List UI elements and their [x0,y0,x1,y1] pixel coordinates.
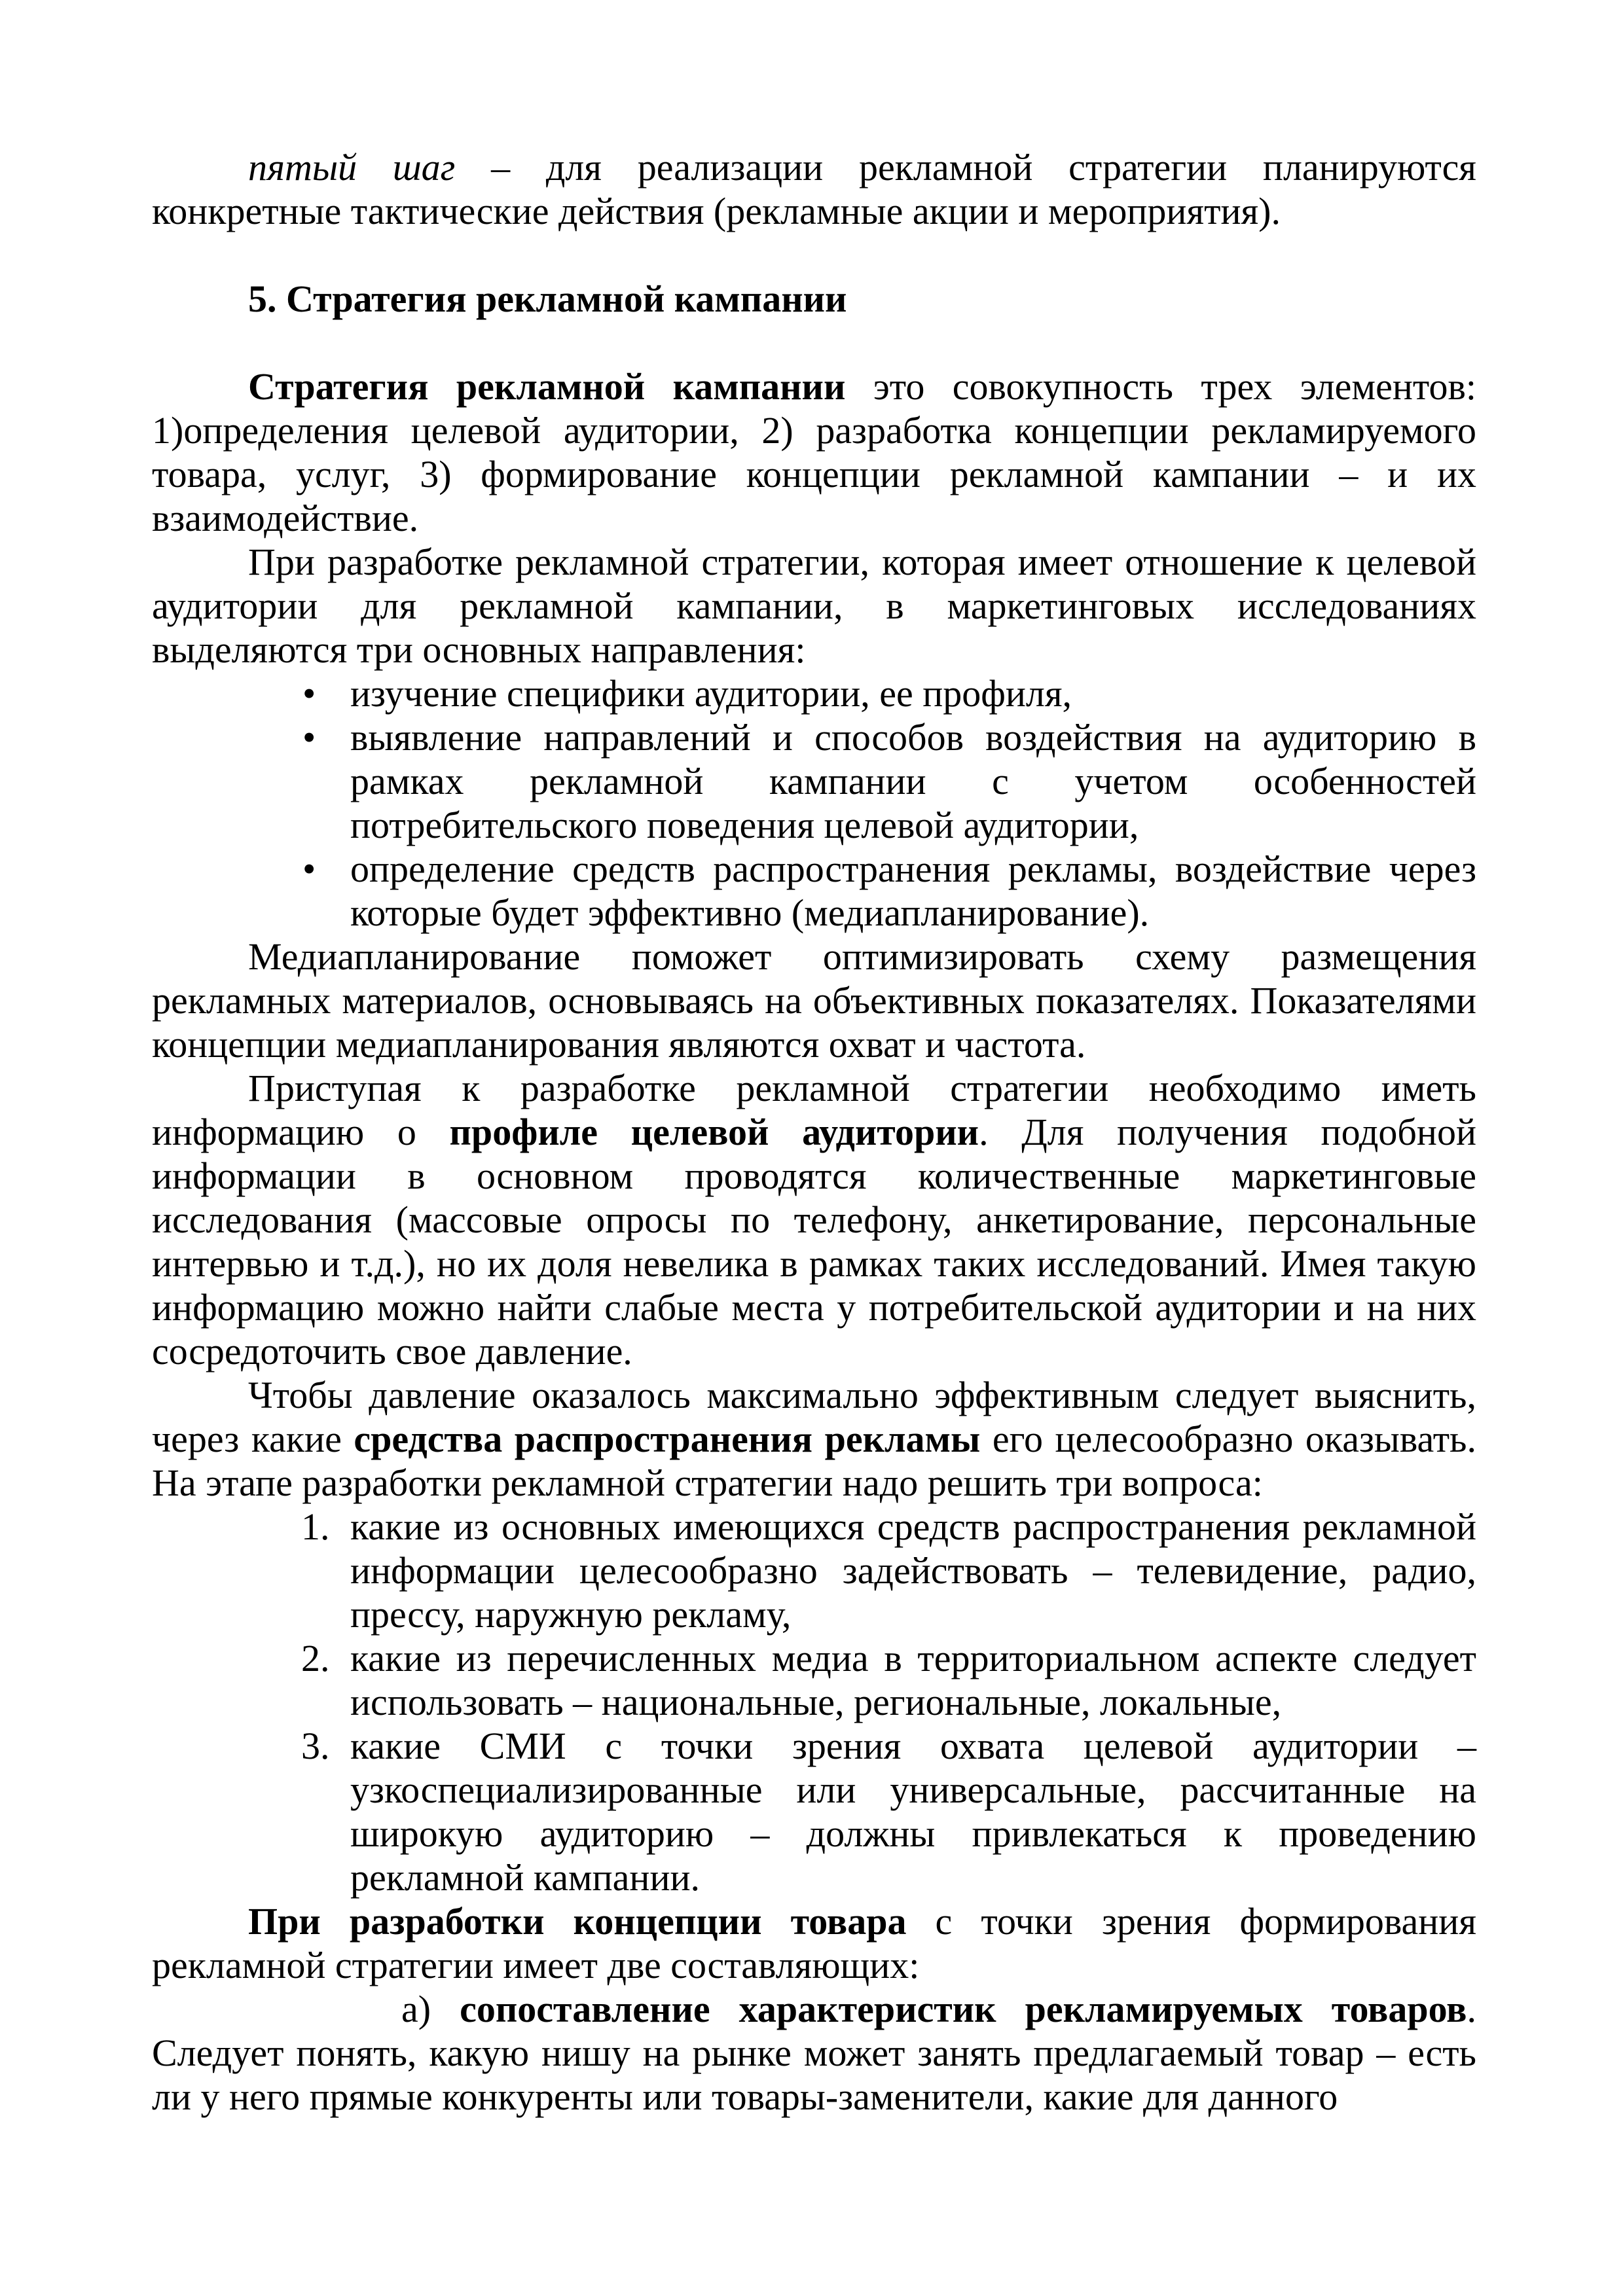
strategy-term: Стратегия рекламной кампании [248,365,846,408]
paragraph-directions [152,540,1476,672]
list-item [302,715,1476,847]
profile-term: профиле целевой аудитории [449,1111,979,1153]
paragraph-audience-profile [152,1066,1476,1373]
list-item-text: выявление направлений и способов воздействия на аудиторию в рамках рекламной кампании с учетом особенностей потребительского поведения целевой аудитории, [350,716,1476,846]
bullet-icon: • [302,848,316,890]
list-item-text: определение средств распространения рекламы, воздействие через которые будет эффективно (медиапланирование). [350,848,1476,934]
directions-text: При разработке рекламной стратегии, которая имеет отношение к целевой аудитории для рекламной кампании, в маркетинговых исследованиях выделяются три основных направления: [152,541,1476,671]
list-item-text: изучение специфики аудитории, ее профиля, [350,672,1072,715]
strategy-text: это совокупность трех элементов: 1)определения целевой аудитории, 2) разработка концепции рекламируемого товара, услуг, 3) формирование концепции рекламной кампании – и их взаимодействие. [152,365,1476,539]
bullet-icon: • [302,672,316,715]
profile-text-1: Приступая к разработке рекламной стратегии необходимо иметь информацию о [152,1067,1476,1153]
number-marker: 1. [301,1505,330,1548]
list-item [301,1636,1476,1724]
bullet-icon: • [302,716,316,759]
section-heading: 5. Стратегия рекламной кампании [248,278,847,320]
profile-text-2: . Для получения подобной информации в основном проводятся количественные маркетинговые исследования (массовые опросы по телефону, анкетирование, персональные интервью и т.д.), но их доля невелика в рамках таких исследований. Имея такую информацию можно найти слабые места у потребительской аудитории и на них сосредоточить свое давление. [152,1111,1476,1372]
pressure-text-2: его целесообразно оказывать. На этапе разработки рекламной стратегии надо решить три вопроса: [152,1418,1477,1504]
paragraph-comparison [152,1987,1476,2119]
mediaplanning-text: Медиапланирование поможет оптимизировать схему размещения рекламных материалов, основываясь на объективных показателях. Показателями концепции медиапланирования являются охват и частота. [152,935,1476,1066]
list-item-text: какие из перечисленных медиа в территориальном аспекте следует использовать – национальные, региональные, локальные, [350,1637,1476,1723]
paragraph-strategy-definition [152,365,1476,540]
intro-step-label: пятый шаг [248,146,456,188]
paragraph-product-concept [152,1899,1476,1987]
pressure-text-1: Чтобы давление оказалось максимально эффективным следует выяснить, через какие [152,1374,1476,1460]
product-concept-term: При разработки концепции товара [248,1900,907,1943]
pressure-term: средства распространения рекламы [354,1418,981,1460]
number-marker: 2. [301,1637,330,1679]
list-item [301,1505,1476,1636]
intro-text: – для реализации рекламной стратегии планируются конкретные тактические действия (рекламные акции и мероприятия). [152,146,1476,232]
list-item-text: какие СМИ с точки зрения охвата целевой аудитории – узкоспециализированные или универсальные, рассчитанные на широкую аудиторию – должны привлекаться к проведению рекламной кампании. [350,1725,1476,1899]
list-item [302,847,1476,935]
numbered-list [152,1505,1476,1899]
product-concept-text: с точки зрения формирования рекламной стратегии имеет две составляющих: [152,1900,1477,1986]
paragraph-intro [152,145,1476,233]
document-body [152,145,1476,2119]
list-item [301,1724,1476,1899]
bullet-list [152,672,1476,935]
comparison-text: . Следует понять, какую нишу на рынке может занять предлагаемый товар – есть ли у него прямые конкуренты или товары-заменители, какие для данного [152,1988,1476,2118]
comparison-term: сопоставление характеристик рекламируемых товаров [460,1988,1467,2030]
paragraph-mediaplanning [152,935,1476,1066]
number-marker: 3. [301,1725,330,1767]
list-item-text: какие из основных имеющихся средств распространения рекламной информации целесообразно задействовать – телевидение, радио, прессу, наружную рекламу, [350,1505,1476,1636]
comparison-label: а) [401,1988,460,2030]
list-item [302,672,1476,715]
paragraph-pressure [152,1373,1476,1505]
